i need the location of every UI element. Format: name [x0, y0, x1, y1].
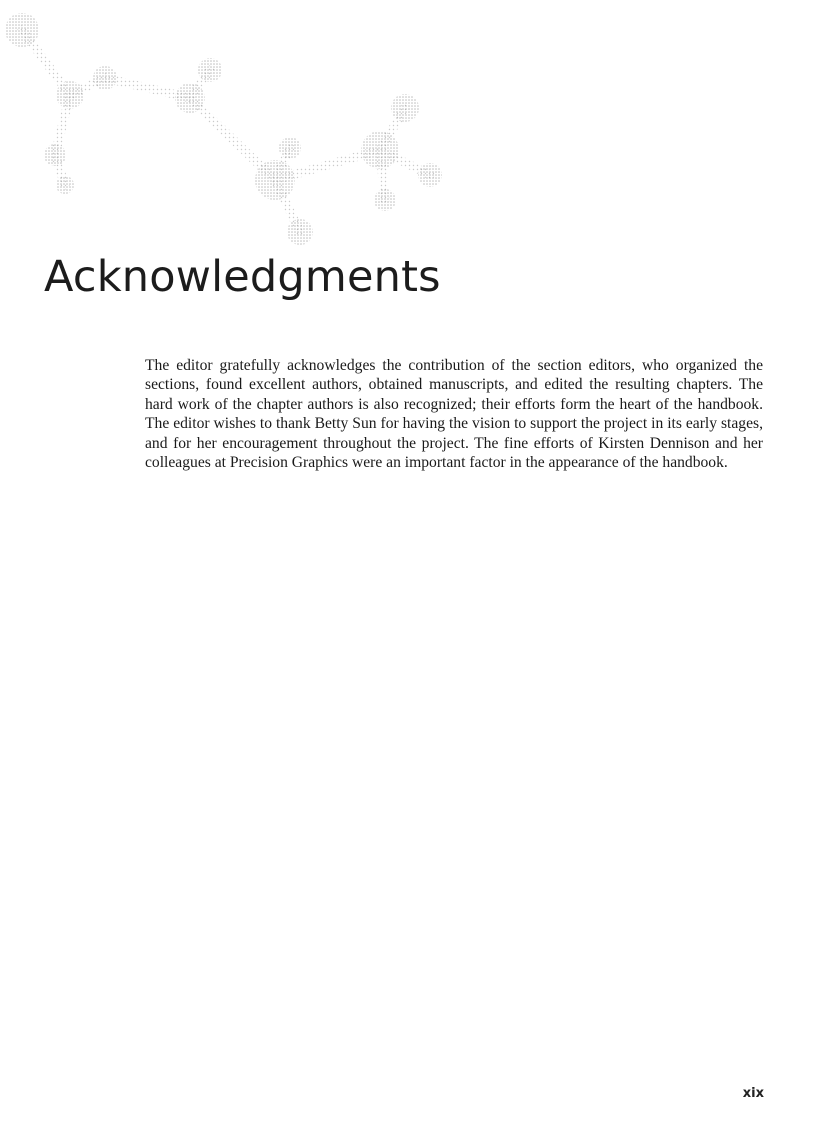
- page-number: xix: [742, 1086, 764, 1101]
- molecule-graphic-icon: [0, 0, 470, 260]
- body-paragraph: The editor gratefully acknowledges the contribution of the section editors, who organized the sections, found excellent authors, obtained manuscripts, and edited the resulting chapters. The hard work of the chapter authors is also recognized; their efforts form the heart of the handbook. The editor wishes to thank Betty Sun for having the vision to support the project in its early stages, and for her encouragement throughout the project. The fine efforts of Kirsten Dennison and her colleagues at Precision Graphics were an important factor in the appearance of the handbook.: [145, 357, 763, 472]
- page-title: Acknowledgments: [44, 252, 441, 302]
